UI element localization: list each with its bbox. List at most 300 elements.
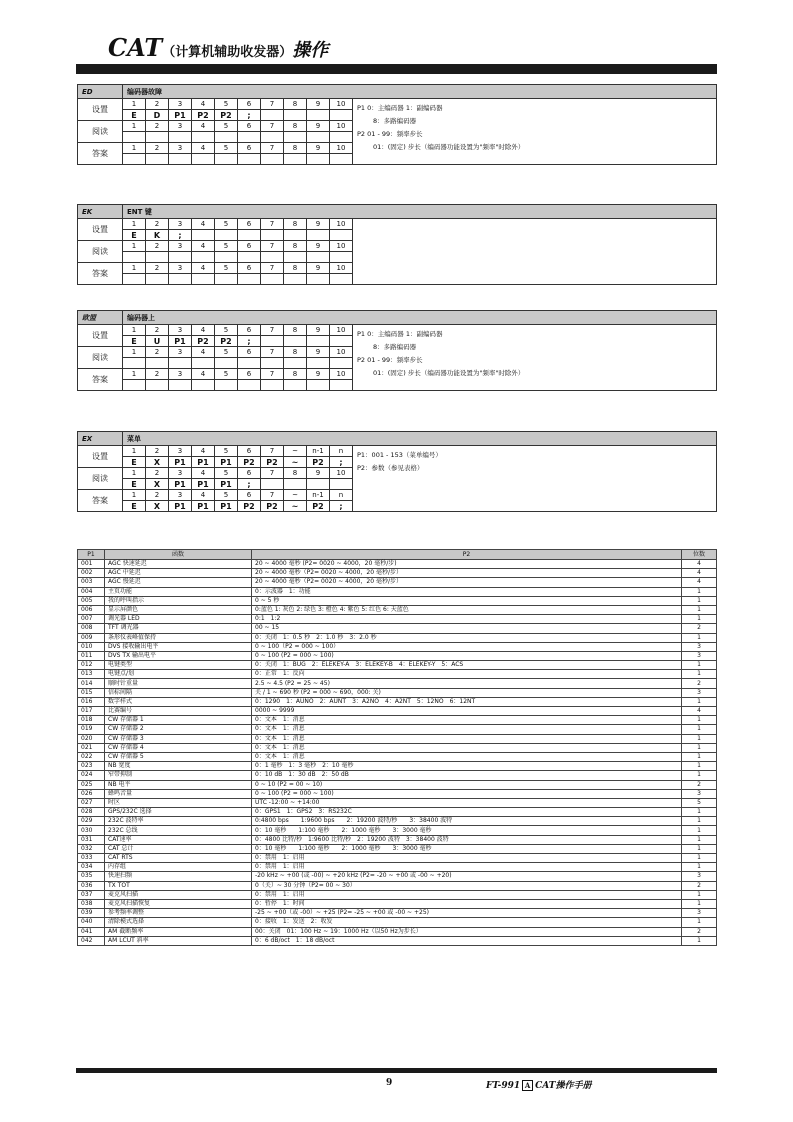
cmd-cell bbox=[284, 380, 307, 391]
param-digits: 1 bbox=[682, 596, 717, 605]
cmd-cell: P1 bbox=[169, 479, 192, 490]
param-digits: 3 bbox=[682, 688, 717, 697]
param-value: 0：暂停 1：时间 bbox=[252, 899, 682, 908]
cmd-cell: 5 bbox=[215, 219, 238, 230]
cmd-cell: n bbox=[330, 446, 353, 457]
param-digits: 1 bbox=[682, 752, 717, 761]
param-function: 我的呼叫指示 bbox=[105, 596, 252, 605]
cmd-cell: P2 bbox=[215, 336, 238, 347]
cmd-cell: 9 bbox=[307, 347, 330, 358]
cmd-cell: 7 bbox=[261, 241, 284, 252]
table-row bbox=[78, 716, 717, 725]
cmd-cell bbox=[169, 154, 192, 165]
cmd-cell bbox=[192, 154, 215, 165]
cmd-cell: X bbox=[146, 479, 169, 490]
param-digits: 2 bbox=[682, 780, 717, 789]
cmd-cell: 设置 bbox=[78, 219, 123, 241]
table-row bbox=[78, 881, 717, 890]
cmd-cell: 8 bbox=[284, 347, 307, 358]
cmd-cell bbox=[169, 274, 192, 285]
cmd-cell: 答案 bbox=[78, 490, 123, 512]
param-number: 031 bbox=[78, 835, 105, 844]
param-number: 015 bbox=[78, 688, 105, 697]
param-value: 0：文本 1：消息 bbox=[252, 716, 682, 725]
cmd-cell bbox=[238, 252, 261, 263]
param-number: 011 bbox=[78, 651, 105, 660]
cmd-cell bbox=[284, 230, 307, 241]
parameter-table bbox=[77, 549, 717, 946]
param-digits: 1 bbox=[682, 854, 717, 863]
param-function: DVS TX 输出电平 bbox=[105, 651, 252, 660]
cmd-cell bbox=[146, 274, 169, 285]
param-value: 0 ~ 5 秒 bbox=[252, 596, 682, 605]
cmd-cell bbox=[238, 358, 261, 369]
param-digits: 1 bbox=[682, 587, 717, 596]
table-row bbox=[78, 789, 717, 798]
cmd-cell bbox=[169, 358, 192, 369]
param-value: 0：正常 1：反向 bbox=[252, 670, 682, 679]
cmd-cell: 10 bbox=[330, 263, 353, 274]
cmd-table-ex bbox=[77, 431, 717, 512]
cmd-cell: 6 bbox=[238, 241, 261, 252]
cmd-cell: 1 bbox=[123, 143, 146, 154]
cmd-cell bbox=[123, 252, 146, 263]
page-number: 9 bbox=[386, 1078, 393, 1088]
param-number: 039 bbox=[78, 909, 105, 918]
cmd-cell: D bbox=[146, 110, 169, 121]
param-value: 0 ~ 100 (P2 = 000 ~ 100) bbox=[252, 651, 682, 660]
cmd-cell bbox=[215, 358, 238, 369]
cmd-cell: ~ bbox=[284, 501, 307, 512]
param-function: 时区 bbox=[105, 798, 252, 807]
cmd-cell: P2 bbox=[192, 110, 215, 121]
param-function: 232C 波特率 bbox=[105, 817, 252, 826]
param-value: 0：1 毫秒 1：3 毫秒 2：10 毫秒 bbox=[252, 762, 682, 771]
cmd-cell bbox=[123, 358, 146, 369]
param-digits: 1 bbox=[682, 762, 717, 771]
cmd-cell: 4 bbox=[192, 325, 215, 336]
cmd-cell: 3 bbox=[169, 263, 192, 274]
col-p2: P2 bbox=[252, 550, 682, 560]
cmd-cell: 6 bbox=[238, 219, 261, 230]
cmd-cell: 3 bbox=[169, 219, 192, 230]
table-row bbox=[78, 863, 717, 872]
table-row bbox=[78, 725, 717, 734]
cmd-cell bbox=[284, 132, 307, 143]
cmd-cell: 1 bbox=[123, 490, 146, 501]
cmd-cell bbox=[192, 358, 215, 369]
param-number: 021 bbox=[78, 743, 105, 752]
cmd-cell: 4 bbox=[192, 468, 215, 479]
cmd-cell bbox=[330, 252, 353, 263]
param-value: 0 ~ 100（P2 = 000 ~ 100） bbox=[252, 642, 682, 651]
cmd-cell bbox=[238, 230, 261, 241]
param-digits: 5 bbox=[682, 798, 717, 807]
cmd-cell: 4 bbox=[192, 241, 215, 252]
cmd-cell bbox=[330, 230, 353, 241]
cmd-cell bbox=[330, 154, 353, 165]
table-row bbox=[78, 771, 717, 780]
param-digits: 3 bbox=[682, 789, 717, 798]
param-digits: 2 bbox=[682, 679, 717, 688]
param-number: 026 bbox=[78, 789, 105, 798]
cmd-cell: P1 bbox=[169, 336, 192, 347]
param-value: 20 ~ 4000 毫秒（P2= 0020 ~ 4000，20 毫秒/步） bbox=[252, 578, 682, 587]
cmd-cell: P1 bbox=[215, 501, 238, 512]
param-number: 030 bbox=[78, 826, 105, 835]
table-row bbox=[78, 835, 717, 844]
param-value: 0 ~ 100 (P2 = 000 ~ 100) bbox=[252, 789, 682, 798]
cmd-cell: EK bbox=[78, 205, 123, 219]
cmd-cell bbox=[238, 154, 261, 165]
param-value: UTC -12:00 ~ +14:00 bbox=[252, 798, 682, 807]
param-digits: 3 bbox=[682, 651, 717, 660]
param-value: 00 ~ 15 bbox=[252, 624, 682, 633]
text-fragment: CAT操作手册 bbox=[535, 1081, 592, 1091]
table-row bbox=[78, 697, 717, 706]
cmd-cell: X bbox=[146, 501, 169, 512]
cmd-cell bbox=[123, 154, 146, 165]
param-number: 009 bbox=[78, 633, 105, 642]
cmd-cell: ~ bbox=[284, 457, 307, 468]
param-number: 040 bbox=[78, 918, 105, 927]
cmd-cell: 2 bbox=[146, 446, 169, 457]
param-value: 20 ~ 4000 毫秒 (P2= 0020 ~ 4000，20 毫秒/步) bbox=[252, 560, 682, 569]
table-row bbox=[78, 569, 717, 578]
cmd-cell: 8 bbox=[284, 369, 307, 380]
table-row bbox=[78, 780, 717, 789]
cmd-cell: 8 bbox=[284, 143, 307, 154]
param-number: 008 bbox=[78, 624, 105, 633]
cmd-cell: 4 bbox=[192, 347, 215, 358]
cmd-cell: 9 bbox=[307, 468, 330, 479]
param-number: 038 bbox=[78, 899, 105, 908]
cmd-cell: 3 bbox=[169, 369, 192, 380]
param-function: AGC 快速延迟 bbox=[105, 560, 252, 569]
cmd-cell bbox=[307, 358, 330, 369]
cmd-cell: 9 bbox=[307, 219, 330, 230]
param-value: 0：示波器 1：功能 bbox=[252, 587, 682, 596]
param-function: TFT 调光器 bbox=[105, 624, 252, 633]
cmd-cell: E bbox=[123, 457, 146, 468]
param-value: 0:1 1:2 bbox=[252, 615, 682, 624]
param-function: AM 截断频率 bbox=[105, 927, 252, 936]
cmd-cell: 9 bbox=[307, 263, 330, 274]
param-number: 010 bbox=[78, 642, 105, 651]
cmd-cell: 3 bbox=[169, 347, 192, 358]
cmd-cell: 8 bbox=[284, 325, 307, 336]
cmd-cell bbox=[238, 380, 261, 391]
cmd-cell: P2 bbox=[192, 336, 215, 347]
cmd-cell: 5 bbox=[215, 369, 238, 380]
cmd-cell: 5 bbox=[215, 263, 238, 274]
cmd-cell: E bbox=[123, 110, 146, 121]
table-row bbox=[78, 899, 717, 908]
param-function: CW 存储器 3 bbox=[105, 734, 252, 743]
cmd-cell bbox=[330, 132, 353, 143]
cmd-cell: 8 bbox=[284, 263, 307, 274]
cmd-cell bbox=[215, 380, 238, 391]
cmd-cell bbox=[146, 154, 169, 165]
param-number: 017 bbox=[78, 707, 105, 716]
cmd-cell bbox=[146, 132, 169, 143]
cmd-cell bbox=[307, 274, 330, 285]
cmd-cell: 8 bbox=[284, 241, 307, 252]
cmd-cell: 6 bbox=[238, 369, 261, 380]
cmd-cell: E bbox=[123, 501, 146, 512]
param-digits: 1 bbox=[682, 890, 717, 899]
param-function: 条形仪表峰值保持 bbox=[105, 633, 252, 642]
param-function: 调光器 LED bbox=[105, 615, 252, 624]
cmd-cell bbox=[330, 358, 353, 369]
cmd-cell: ~ bbox=[284, 446, 307, 457]
cmd-cell bbox=[307, 110, 330, 121]
param-number: 032 bbox=[78, 844, 105, 853]
param-digits: 1 bbox=[682, 716, 717, 725]
cmd-cell bbox=[284, 358, 307, 369]
param-function: CW 存储器 5 bbox=[105, 752, 252, 761]
cmd-cell: 9 bbox=[307, 143, 330, 154]
cmd-cell: 1 bbox=[123, 219, 146, 230]
table-row bbox=[78, 633, 717, 642]
param-function: NB 宽度 bbox=[105, 762, 252, 771]
cmd-cell: ; bbox=[238, 336, 261, 347]
cmd-cell: 9 bbox=[307, 241, 330, 252]
table-row bbox=[78, 661, 717, 670]
param-function: 清除模式选择 bbox=[105, 918, 252, 927]
param-digits: 1 bbox=[682, 817, 717, 826]
cmd-cell bbox=[261, 252, 284, 263]
param-function: AGC 中延迟 bbox=[105, 569, 252, 578]
cmd-cell: P1：001 - 153（菜单编号） P2：参数（参见表格） bbox=[353, 446, 717, 512]
cmd-cell: 2 bbox=[146, 325, 169, 336]
cmd-cell: P1 bbox=[169, 110, 192, 121]
param-digits: 2 bbox=[682, 927, 717, 936]
cmd-cell: 3 bbox=[169, 143, 192, 154]
cmd-cell: 5 bbox=[215, 325, 238, 336]
cmd-cell: 6 bbox=[238, 490, 261, 501]
table-row bbox=[78, 734, 717, 743]
param-number: 012 bbox=[78, 661, 105, 670]
cmd-cell: 2 bbox=[146, 241, 169, 252]
cmd-cell: E bbox=[123, 336, 146, 347]
cmd-cell: 10 bbox=[330, 325, 353, 336]
cmd-cell: n bbox=[330, 490, 353, 501]
cmd-cell: P1 bbox=[192, 457, 215, 468]
param-value: 0000 ~ 9999 bbox=[252, 707, 682, 716]
table-row bbox=[78, 762, 717, 771]
param-function: 内存组 bbox=[105, 863, 252, 872]
cmd-cell: 6 bbox=[238, 143, 261, 154]
param-digits: 1 bbox=[682, 863, 717, 872]
param-number: 018 bbox=[78, 716, 105, 725]
table-row bbox=[78, 651, 717, 660]
cmd-cell: 1 bbox=[123, 468, 146, 479]
param-digits: 4 bbox=[682, 560, 717, 569]
cmd-cell bbox=[284, 336, 307, 347]
cmd-cell bbox=[330, 380, 353, 391]
param-number: 027 bbox=[78, 798, 105, 807]
param-number: 033 bbox=[78, 854, 105, 863]
param-number: 006 bbox=[78, 605, 105, 614]
cmd-cell bbox=[284, 154, 307, 165]
param-function: AM LCUT 斜率 bbox=[105, 936, 252, 945]
cmd-cell bbox=[330, 274, 353, 285]
param-function: NB 电平 bbox=[105, 780, 252, 789]
param-number: 002 bbox=[78, 569, 105, 578]
cmd-cell: 7 bbox=[261, 369, 284, 380]
cmd-cell: K bbox=[146, 230, 169, 241]
table-row bbox=[78, 844, 717, 853]
param-value: 0：10 dB 1：30 dB 2：50 dB bbox=[252, 771, 682, 780]
cmd-cell: ; bbox=[330, 501, 353, 512]
cmd-cell bbox=[261, 380, 284, 391]
param-function: 信标间隔 bbox=[105, 688, 252, 697]
cmd-cell: 答案 bbox=[78, 369, 123, 391]
param-digits: 3 bbox=[682, 642, 717, 651]
cmd-cell: 5 bbox=[215, 241, 238, 252]
cmd-cell bbox=[284, 110, 307, 121]
cmd-cell: 5 bbox=[215, 490, 238, 501]
param-number: 023 bbox=[78, 762, 105, 771]
param-number: 042 bbox=[78, 936, 105, 945]
cmd-cell: P2 bbox=[215, 110, 238, 121]
cmd-cell: 2 bbox=[146, 468, 169, 479]
param-function: 蜂鸣音量 bbox=[105, 789, 252, 798]
cmd-cell bbox=[353, 219, 717, 285]
cmd-cell: P1 bbox=[169, 501, 192, 512]
cmd-cell bbox=[146, 380, 169, 391]
param-value: 0：禁用 1：启用 bbox=[252, 890, 682, 899]
param-function: 主页功能 bbox=[105, 587, 252, 596]
cmd-cell: 菜单 bbox=[123, 432, 717, 446]
cmd-cell bbox=[307, 154, 330, 165]
cmd-cell: P2 bbox=[238, 501, 261, 512]
cmd-cell: E bbox=[123, 479, 146, 490]
cmd-table-ek bbox=[77, 204, 717, 285]
cmd-cell bbox=[123, 132, 146, 143]
table-row bbox=[78, 596, 717, 605]
cmd-cell: n-1 bbox=[307, 490, 330, 501]
param-digits: 1 bbox=[682, 697, 717, 706]
cmd-cell: 6 bbox=[238, 347, 261, 358]
param-digits: 1 bbox=[682, 605, 717, 614]
cmd-cell: P2 bbox=[238, 457, 261, 468]
cmd-cell bbox=[261, 110, 284, 121]
cmd-cell bbox=[307, 252, 330, 263]
param-value: -25 ~ +00（或 -00）~ +25 (P2= -25 ~ +00 或 -00 ~ +25) bbox=[252, 909, 682, 918]
table-row bbox=[78, 927, 717, 936]
cmd-cell: 9 bbox=[307, 325, 330, 336]
param-number: 029 bbox=[78, 817, 105, 826]
cmd-cell: 4 bbox=[192, 121, 215, 132]
table-row bbox=[78, 578, 717, 587]
param-value: -20 kHz ~ +00 (或 -00) ~ +20 kHz (P2= -20 ~ +00 或 -00 ~ +20) bbox=[252, 872, 682, 881]
cmd-cell: 3 bbox=[169, 446, 192, 457]
param-digits: 3 bbox=[682, 909, 717, 918]
param-value: 0：文本 1：消息 bbox=[252, 743, 682, 752]
cmd-cell: 1 bbox=[123, 241, 146, 252]
cmd-cell bbox=[261, 230, 284, 241]
param-value: 0：关闭 1：BUG 2：ELEKEY-A 3：ELEKEY-B 4：ELEKEY-Y 5：ACS bbox=[252, 661, 682, 670]
cmd-table-eu bbox=[77, 310, 717, 391]
param-digits: 1 bbox=[682, 835, 717, 844]
cmd-cell: 1 bbox=[123, 263, 146, 274]
param-function: CW 存储器 4 bbox=[105, 743, 252, 752]
param-digits: 3 bbox=[682, 872, 717, 881]
cmd-cell bbox=[261, 336, 284, 347]
param-number: 041 bbox=[78, 927, 105, 936]
cmd-cell bbox=[307, 479, 330, 490]
cmd-cell: ; bbox=[238, 110, 261, 121]
param-number: 019 bbox=[78, 725, 105, 734]
param-value: 2.5 ~ 4.5 (P2 = 25 ~ 45) bbox=[252, 679, 682, 688]
table-row bbox=[78, 642, 717, 651]
param-value: 0：关闭 1：0.5 秒 2：1.0 秒 3：2.0 秒 bbox=[252, 633, 682, 642]
cmd-cell: 1 bbox=[123, 325, 146, 336]
cmd-cell: 6 bbox=[238, 468, 261, 479]
cmd-cell bbox=[238, 274, 261, 285]
cmd-cell: 阅读 bbox=[78, 347, 123, 369]
cmd-cell: 10 bbox=[330, 219, 353, 230]
cmd-cell: 2 bbox=[146, 347, 169, 358]
table-row bbox=[78, 679, 717, 688]
cmd-cell bbox=[215, 274, 238, 285]
cmd-cell bbox=[307, 230, 330, 241]
cmd-cell: 设置 bbox=[78, 325, 123, 347]
param-number: 035 bbox=[78, 872, 105, 881]
param-digits: 1 bbox=[682, 936, 717, 945]
cmd-cell bbox=[123, 274, 146, 285]
param-digits: 1 bbox=[682, 615, 717, 624]
cmd-cell bbox=[261, 358, 284, 369]
cmd-cell bbox=[307, 336, 330, 347]
param-digits: 1 bbox=[682, 808, 717, 817]
param-value: 0:4800 bps 1:9600 bps 2：19200 波特/秒 3：38400 波特 bbox=[252, 817, 682, 826]
table-row bbox=[78, 918, 717, 927]
cmd-cell: P2 bbox=[261, 457, 284, 468]
cmd-cell: E bbox=[123, 230, 146, 241]
cmd-cell: 1 bbox=[123, 121, 146, 132]
cmd-table-ed bbox=[77, 84, 717, 165]
param-number: 020 bbox=[78, 734, 105, 743]
param-value: 0：6 dB/oct 1：18 dB/oct bbox=[252, 936, 682, 945]
cmd-cell: 3 bbox=[169, 490, 192, 501]
cmd-cell: 9 bbox=[307, 369, 330, 380]
cmd-cell: 欧盟 bbox=[78, 311, 123, 325]
cmd-cell: P1 bbox=[215, 479, 238, 490]
table-row bbox=[78, 817, 717, 826]
cmd-cell: 4 bbox=[192, 446, 215, 457]
cmd-cell bbox=[146, 358, 169, 369]
param-digits: 4 bbox=[682, 578, 717, 587]
param-digits: 1 bbox=[682, 743, 717, 752]
cmd-cell bbox=[169, 132, 192, 143]
cmd-cell: 6 bbox=[238, 121, 261, 132]
cmd-cell: 2 bbox=[146, 99, 169, 110]
cmd-cell: 10 bbox=[330, 369, 353, 380]
text-fragment: （计算机辅助收发器） bbox=[162, 45, 293, 60]
param-function: 数字样式 bbox=[105, 697, 252, 706]
cmd-cell bbox=[169, 252, 192, 263]
cmd-cell bbox=[284, 479, 307, 490]
table-row bbox=[78, 587, 717, 596]
cmd-cell: ENT 键 bbox=[123, 205, 717, 219]
cmd-cell bbox=[192, 132, 215, 143]
cmd-cell bbox=[330, 110, 353, 121]
param-number: 036 bbox=[78, 881, 105, 890]
cmd-cell: ~ bbox=[284, 490, 307, 501]
